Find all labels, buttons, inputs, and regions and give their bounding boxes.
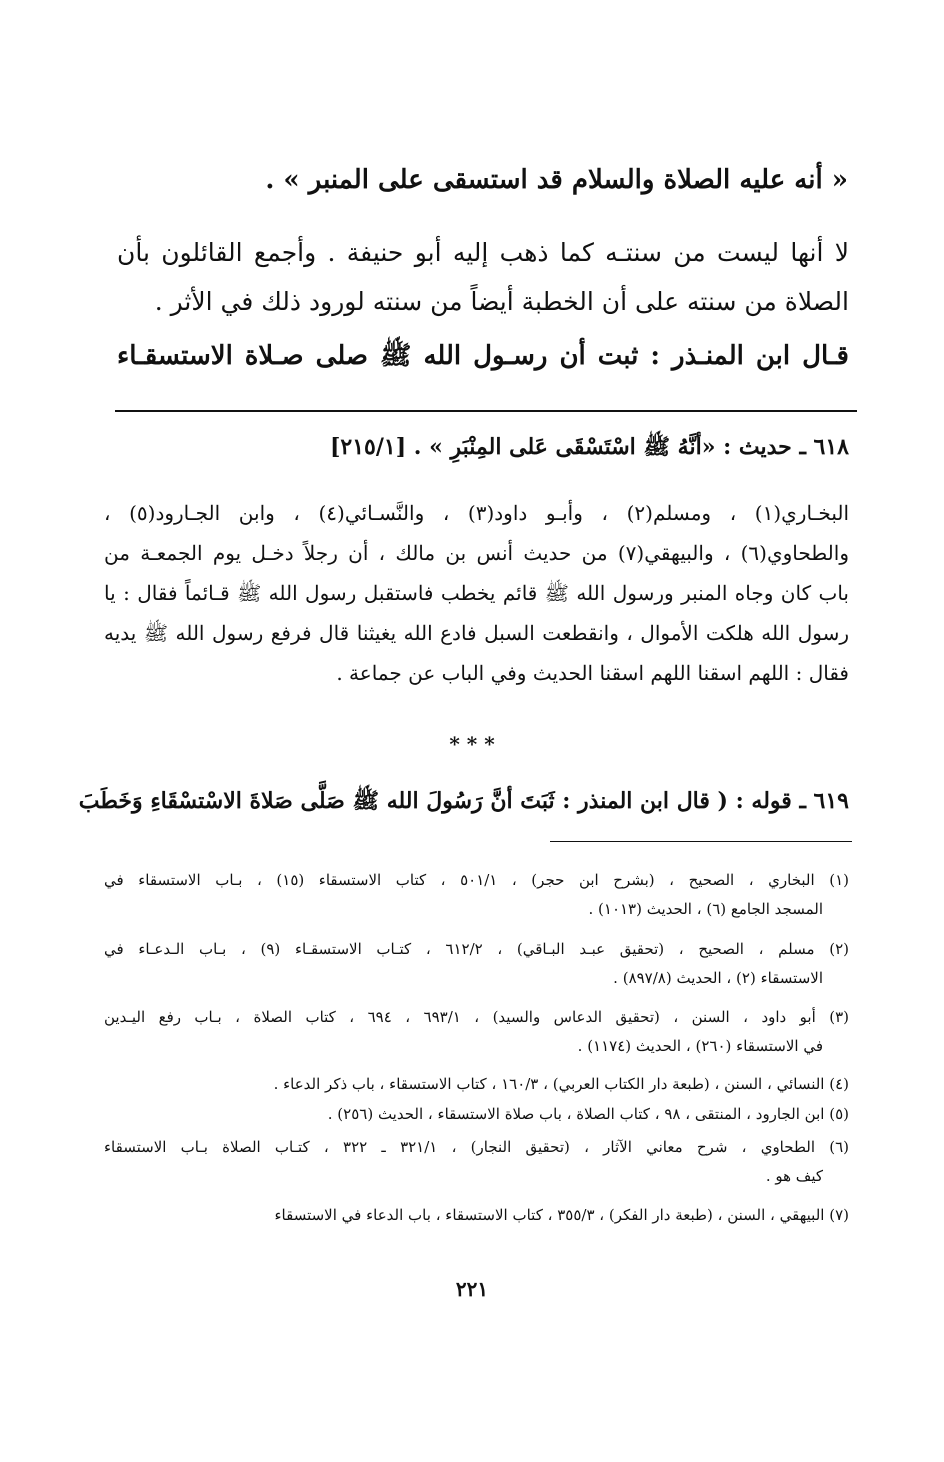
hadith-618-line-3: باب كان وجاه المنبر ورسول الله ﷺ قائم يخطب فاستقبل رسول الله ﷺ قـائماً فقال : يا — [104, 581, 849, 605]
separator-stars: * * * — [449, 732, 495, 756]
footnote-divider — [550, 841, 852, 842]
footnote-3-line-2: في الاستسقاء (٢٦٠) ، الحديث (١١٧٤) . — [577, 1037, 823, 1055]
footnote-1-line-1: (١) البخاري ، الصحيح ، (بشرح ابن حجر) ، ٥٠١/١ ، كتاب الاستسقاء (١٥) ، بـاب الاستسقاء في — [104, 871, 850, 889]
paragraph-1 — [117, 228, 849, 326]
paragraph-2: قـال ابن المنـذر : ثبت أن رسـول الله ﷺ صلى صـلاة الاستسقـاء — [117, 341, 849, 371]
hadith-618-line-2: والطحاوي(٦) ، والبيهقي(٧) من حديث أنس بن مالك ، أن رجلاً دخـل يوم الجمعـة من — [104, 541, 849, 565]
footnote-3 — [104, 1003, 849, 1061]
footnote-6-line-1: (٦) الطحاوي ، شرح معاني الآثار ، (تحقيق النجار) ، ٣٢١/١ ـ ٣٢٢ ، كتـاب الصلاة بـاب الاستسقاء — [104, 1138, 849, 1156]
footnote-5-line-1: (٥) ابن الجارود ، المنتقى ، ٩٨ ، كتاب الصلاة ، باب صلاة الاستسقاء ، الحديث (٢٥٦) . — [327, 1105, 849, 1123]
header-quote: « أنه عليه الصلاة والسلام قد استسقى على المنبر » . — [265, 165, 848, 195]
footnote-1-line-2: المسجد الجامع (٦) ، الحديث (١٠١٣) . — [588, 900, 823, 918]
hadith-618-line-4: رسول الله هلكت الأموال ، وانقطعت السبل فادع الله يغيثنا قال فرفع رسول الله ﷺ يديه — [104, 621, 849, 645]
hadith-618-line-1: البخـاري(١) ، ومسلم(٢) ، وأبـو داود(٣) ، والنَّسـائي(٤) ، وابن الجـارود(٥) ، — [104, 501, 850, 525]
footnote-6 — [104, 1133, 849, 1191]
page-number: ٢٢١ — [455, 1277, 489, 1301]
footnote-3-line-1: (٣) أبو داود ، السنن ، (تحقيق الدعاس والسيد) ، ٦٩٣/١ ، ٦٩٤ ، كتاب الصلاة ، بـاب رفع اليـدين — [104, 1008, 849, 1026]
paragraph-1-line-2: الصلاة من سنته على أن الخطبة أيضاً من سنته لورود ذلك في الأثر . — [154, 287, 849, 316]
footnote-2 — [104, 935, 849, 993]
section-divider — [115, 410, 857, 412]
paragraph-1-line-1: لا أنها ليست من سنتـه كما ذهب إليه أبو حنيفة . وأجمع القائلون بأن — [117, 238, 849, 267]
hadith-618-heading: ٦١٨ ـ حديث : «أنَّهُ ﷺ اسْتَسْقَى عَلى المِنْبَرِ » . [٢١٥/١] — [329, 434, 849, 460]
hadith-618-line-5: فقال : اللهم اسقنا اللهم اسقنا الحديث وفي الباب عن جماعة . — [336, 661, 849, 685]
footnote-2-line-1: (٢) مسلم ، الصحيح ، (تحقيق عبـد البـاقي) ، ٦١٢/٢ ، كتـاب الاستسقـاء (٩) ، بـاب الـدعـاء في — [104, 940, 849, 958]
footnote-2-line-2: الاستسقاء (٢) ، الحديث (٨٩٧/٨) . — [613, 969, 823, 987]
footnote-7-line-1: (٧) البيهقي ، السنن ، (طبعة دار الفكر) ، ٣٥٥/٣ ، كتاب الاستسقاء ، باب الدعاء في الاستسقاء — [274, 1206, 849, 1224]
footnote-6-line-2: كيف هو . — [765, 1167, 823, 1185]
footnote-4 — [104, 1070, 849, 1099]
hadith-619-heading: ٦١٩ ـ قوله : ( قال ابن المنذر : ثَبَتَ أنَّ رَسُولَ الله ﷺ صَلَّى صَلاةَ الاسْتسْقَاءِ وَخَطَبَ — [78, 788, 849, 814]
footnote-1 — [104, 866, 849, 924]
footnote-5 — [104, 1100, 849, 1129]
footnote-7 — [104, 1201, 849, 1230]
hadith-618-body — [104, 493, 849, 693]
footnote-4-line-1: (٤) النسائي ، السنن ، (طبعة دار الكتاب العربي) ، ١٦٠/٣ ، كتاب الاستسقاء ، باب ذكر الدعاء . — [273, 1075, 849, 1093]
